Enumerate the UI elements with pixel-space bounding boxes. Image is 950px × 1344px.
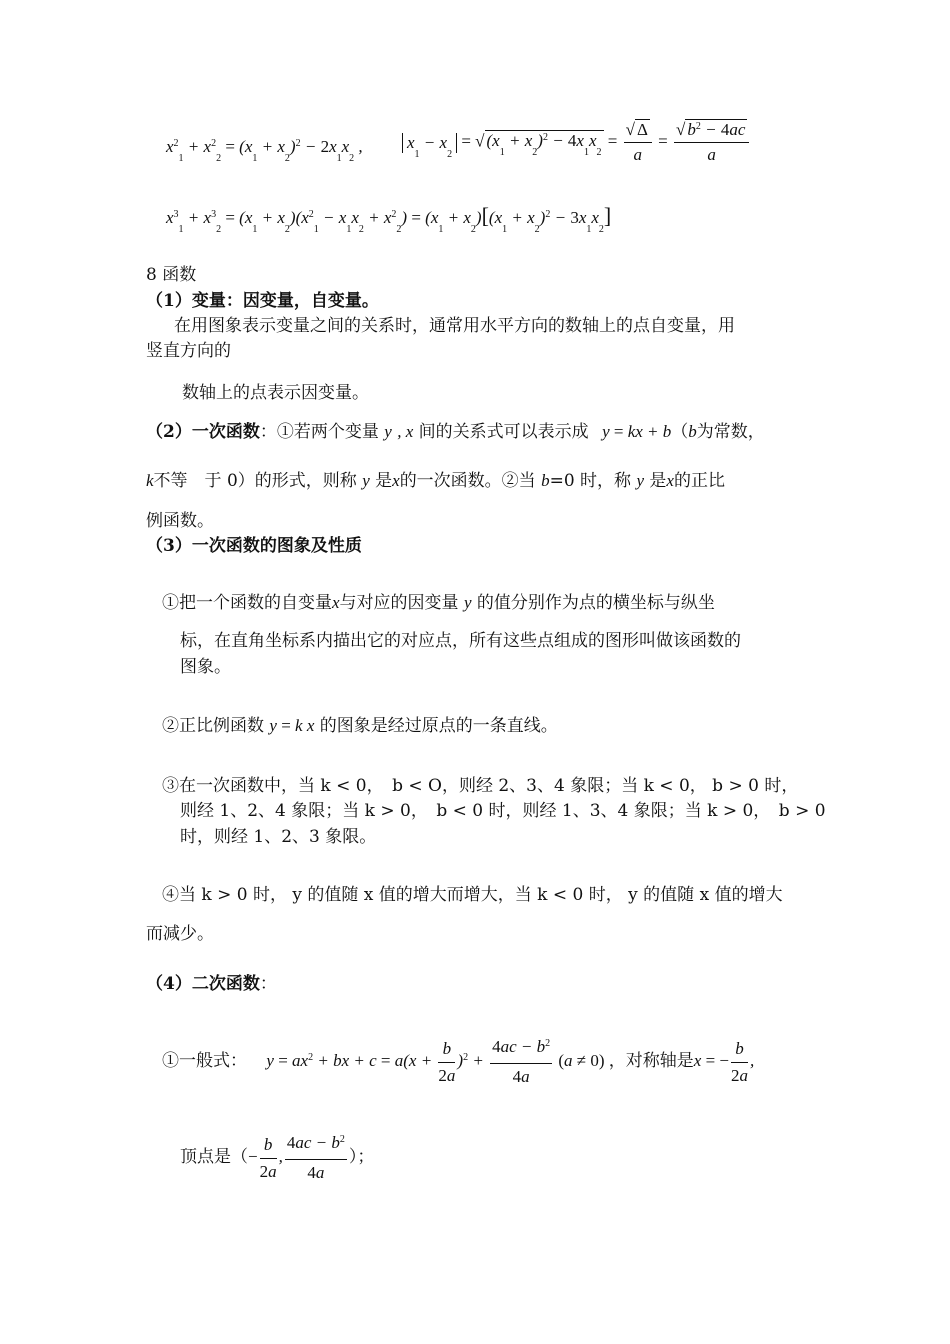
axis-text: ，对称轴是 — [608, 1050, 694, 1071]
var-y: y — [384, 422, 392, 441]
section-heading: 8 函数 — [146, 265, 197, 285]
linear-formula: y = kx + b — [602, 422, 672, 441]
sub2-line2-a: 不等 于 0）的形式，则称 — [153, 471, 357, 491]
vertex-formula: − $\frac{b}{2a}$ , $\frac{4ac - b^2}{4a}$ — [248, 1133, 345, 1182]
sub2-line1: （2）一次函数：①若两个变量 y , x 间的关系式可以表示成 y = kx + b（b为常数， — [146, 422, 765, 442]
sub2-line1-a: ：①若两个变量 — [259, 422, 379, 442]
var-k: k — [146, 471, 154, 490]
sub4-general — [162, 1036, 754, 1088]
sub3-item1-line2: 标，在直角坐标系内描出它的对应点，所有这些点组成的图形叫做该函数的 — [180, 631, 741, 651]
sub1-para-line2: 竖直方向的 — [146, 341, 231, 361]
sub3-item3-line1: ③在一次函数中，当 k < 0， b < O，则经 2、3、4 象限；当 k < 0， b > 0 时， — [162, 776, 799, 796]
sub2-line2-c: 的一次函数。②当 — [399, 471, 536, 491]
axis-formula: x = − $\frac{b}{2a}$ , — [693, 1038, 755, 1085]
sub2-line2-e: 是 — [649, 471, 667, 491]
formula-sum-of-cubes: $x^3_1 + x^3_2 = (x_1 + x_2)(x^2_1 - x_1x_2 + x^2_2) = (x_1 + x_2)[(x_1 + x_2)^2 - 3x_1x_2]$ — [166, 203, 612, 235]
sub3-item4-line1: ④当 k > 0 时， y 的值随 x 值的增大而增大，当 k < 0 时， y 的值随 x 值的增大 — [162, 885, 783, 905]
sub1-para-line1: 在用图象表示变量之间的关系时，通常用水平方向的数轴上的点自变量，用 — [174, 316, 735, 336]
sub3-item2: ②正比例函数 y = k x 的图象是经过原点的一条直线。 — [162, 716, 558, 736]
sub2-line3: 例函数。 — [146, 511, 214, 531]
sub3-item1-line3: 图象。 — [180, 657, 231, 677]
sub3-item4-line2: 而减少。 — [146, 924, 214, 944]
sub3-item1-line1: ①把一个函数的自变量x与对应的因变量 y 的值分别作为点的横坐标与纵坐 — [162, 593, 715, 613]
formula-abs-difference: $x_1 - x_2$ = √ $(x_1 + x_2)^2 - 4x_1x_2$ = $\frac{√ \Delta}{a}$ = $\frac{√ b^2 - 4ac}{a}$ — [402, 120, 751, 165]
sub2-line1-c: （ — [671, 422, 689, 442]
general-formula: $y = ax^2$ + bx + c = a(x + $\frac{b}{2a}$ )$^2$ + $\frac{4ac - b^2}{4a}$ (a ≠ 0) — [266, 1037, 605, 1086]
sub4-vertex — [180, 1132, 374, 1184]
sub2-label: （2）一次函数 — [146, 422, 260, 442]
sub2-line1-d: 为常数， — [696, 422, 765, 442]
sub2-line2-f: 的正比 — [673, 471, 725, 491]
sub3-item3-line3: 时，则经 1、2、3 象限。 — [180, 827, 377, 847]
sub2-line1-b: 间的关系式可以表示成 — [418, 422, 589, 442]
formula-sum-of-squares: $x^2_1 + x^2_2 = (x_1 + x_2)^2 - 2x_1x_2$ , — [166, 137, 363, 164]
sub2-line2-d: =0 时，称 — [549, 471, 632, 491]
sub3-title: （3）一次函数的图象及性质 — [146, 536, 362, 556]
sub1-para-line3: 数轴上的点表示因变量。 — [182, 383, 369, 403]
sub4-title: （4）二次函数： — [146, 974, 277, 994]
sub2-line2: k不等 于 0）的形式，则称 y 是x的一次函数。②当 b=0 时，称 y 是x的正比 — [146, 471, 725, 491]
vertex-label: 顶点是（ — [180, 1146, 248, 1167]
vertex-end: ）； — [348, 1146, 375, 1167]
sub1-title: （1）变量：因变量，自变量。 — [146, 291, 379, 311]
sub2-line2-b: 是 — [375, 471, 393, 491]
general-label: ①一般式： — [162, 1050, 247, 1071]
sub3-item3-line2: 则经 1、2、4 象限；当 k > 0， b < 0 时，则经 1、3、4 象限；当 k > 0， b > 0 — [180, 801, 826, 821]
proportional-formula: y = k x — [269, 716, 315, 735]
